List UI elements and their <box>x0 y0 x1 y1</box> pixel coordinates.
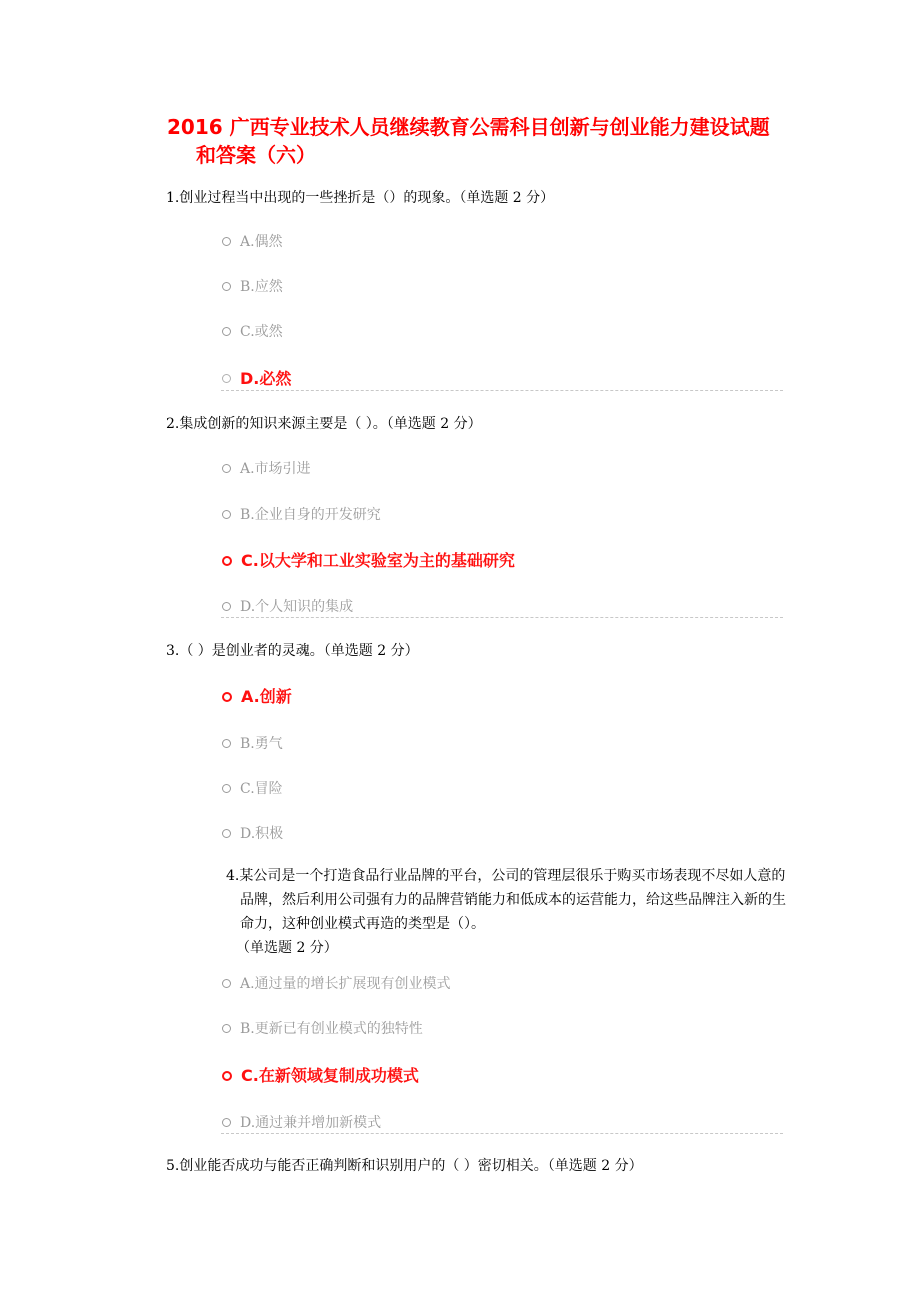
radio-bullet-icon <box>222 282 231 291</box>
divider-dashed <box>221 390 783 391</box>
question-1-option-b[interactable]: B.应然 <box>222 276 283 298</box>
question-3-text: 3.（ ）是创业者的灵魂。（单选题 2 分） <box>166 643 419 659</box>
radio-bullet-icon <box>222 784 231 793</box>
question-4-option-d[interactable]: D.通过兼并增加新模式 <box>222 1112 381 1134</box>
question-2-option-a[interactable]: A.市场引进 <box>222 458 311 480</box>
question-4-option-b[interactable]: B.更新已有创业模式的独特性 <box>222 1018 423 1040</box>
radio-bullet-icon <box>222 1071 232 1081</box>
question-2-text: 2.集成创新的知识来源主要是（ ）。（单选题 2 分） <box>166 416 482 432</box>
question-1-option-c[interactable]: C.或然 <box>222 321 283 343</box>
radio-bullet-icon <box>222 464 231 473</box>
radio-bullet-icon <box>222 327 231 336</box>
radio-bullet-icon <box>222 602 231 611</box>
question-2-option-d[interactable]: D.个人知识的集成 <box>222 596 353 618</box>
question-1-option-a[interactable]: A.偶然 <box>222 231 283 253</box>
radio-bullet-icon <box>222 979 231 988</box>
question-2-option-c-correct[interactable]: C.以大学和工业实验室为主的基础研究 <box>222 550 515 572</box>
radio-bullet-icon <box>222 739 231 748</box>
title-line-1: 2016 广西专业技术人员继续教育公需科目创新与创业能力建设试题 <box>167 115 770 139</box>
question-1-text: 1.创业过程当中出现的一些挫折是（）的现象。（单选题 2 分） <box>166 190 555 206</box>
question-3-option-c[interactable]: C.冒险 <box>222 778 283 800</box>
question-4-type: （单选题 2 分） <box>236 940 338 956</box>
question-4-text: 4.某公司是一个打造食品行业品牌的平台，公司的管理层很乐于购买市场表现不尽如人意的品牌，然后利用公司强有力的品牌营销能力和低成本的运营能力，给这些品牌注入新的生命力，这种创业模式再造的类型是（）。 （单选题 2 分） <box>226 864 786 960</box>
radio-bullet-icon <box>222 829 231 838</box>
radio-bullet-icon <box>222 556 232 566</box>
question-3-option-a-correct[interactable]: A.创新 <box>222 686 292 708</box>
document-title <box>167 113 787 169</box>
question-3-option-d[interactable]: D.积极 <box>222 823 283 845</box>
radio-bullet-icon <box>222 1024 231 1033</box>
radio-bullet-icon <box>222 1118 231 1127</box>
question-5-text: 5.创业能否成功与能否正确判断和识别用户的（ ）密切相关。（单选题 2 分） <box>166 1158 643 1174</box>
question-4-option-c-correct[interactable]: C.在新领域复制成功模式 <box>222 1065 419 1087</box>
question-2-option-b[interactable]: B.企业自身的开发研究 <box>222 504 381 526</box>
radio-bullet-icon <box>222 237 231 246</box>
question-3-option-b[interactable]: B.勇气 <box>222 733 283 755</box>
radio-bullet-icon <box>222 510 231 519</box>
question-1-option-d-correct[interactable]: D.必然 <box>222 368 291 390</box>
question-4-option-a[interactable]: A.通过量的增长扩展现有创业模式 <box>222 973 451 995</box>
radio-bullet-icon <box>222 692 232 702</box>
divider-dashed <box>221 1133 783 1134</box>
divider-dashed <box>221 617 783 618</box>
title-line-2: 和答案（六） <box>196 143 316 167</box>
radio-bullet-icon <box>222 374 231 383</box>
